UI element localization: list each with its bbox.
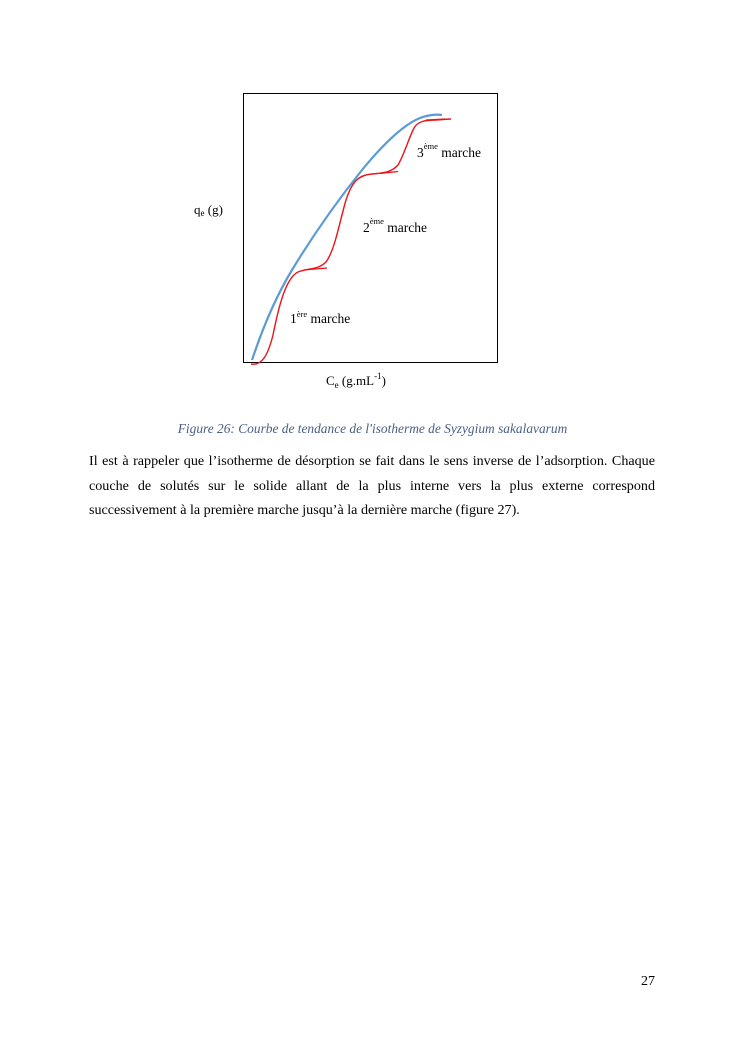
paragraph: Il est à rappeler que l’isotherme de désorption se fait dans le sens inverse de l’adsorption. Chaque couche de solutés sur le solide allant de la plus interne vers la plus externe correspond successivement à la première marche jusqu’à la dernière marche (figure 27). [89, 453, 655, 518]
figure-caption: Figure 26: Courbe de tendance de l'isotherme de Syzygium sakalavarum [177, 421, 568, 436]
body-text [89, 449, 655, 523]
annotation-step-1: 1ère marche [290, 309, 351, 326]
annotation-step-3: 3ème marche [417, 141, 482, 160]
isotherm-figure [0, 0, 745, 400]
annotation-step-2: 2ème marche [363, 216, 428, 235]
page-number: 27 [641, 974, 655, 989]
y-axis-label: qe (g) [194, 202, 223, 218]
plot-frame [244, 94, 498, 363]
x-axis-label: $C_e$ $(g.mL^{-1})$ [326, 371, 386, 390]
